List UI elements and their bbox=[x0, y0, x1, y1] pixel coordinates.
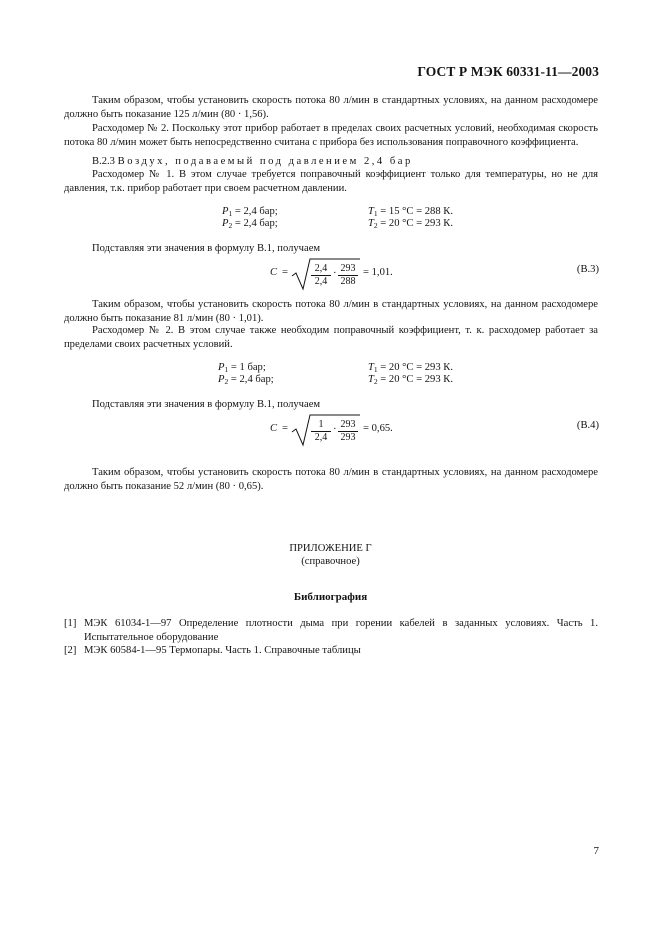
paragraph: Таким образом, чтобы установить скорость потока 80 л/мин в стандартных условиях, на данном расходомере должно быть показание 52 л/мин (80 · 0,65). bbox=[64, 467, 598, 493]
formula-equals: = bbox=[282, 423, 288, 434]
paragraph: Таким образом, чтобы установить скорость потока 80 л/мин в стандартных условиях, на данном расходомере должно быть показание 81 л/мин (80 · 1,01). bbox=[64, 299, 598, 325]
fraction: $\frac{293}{288}$ bbox=[338, 263, 358, 288]
equation-number: (В.4) bbox=[576, 420, 599, 431]
fraction: $\frac{1}{2,4}$ bbox=[311, 419, 331, 444]
paragraph: Подставляя эти значения в формулу В.1, получаем bbox=[92, 243, 321, 254]
section-number: В.2.3 bbox=[92, 156, 115, 167]
formula-lhs: C bbox=[270, 423, 278, 434]
fraction: $\frac{293}{293}$ bbox=[338, 419, 358, 444]
appendix-subtitle: (справочное) bbox=[301, 556, 360, 567]
formula-b4 bbox=[270, 412, 430, 448]
paragraph: Расходомер № 1. В этом случае требуется поправочный коэффициент только для температуры, но не для давления, т.к. прибор работает при своем расчетном давлении. bbox=[64, 169, 598, 195]
variable-p2: $P_2 = 2,4$ бар; bbox=[222, 218, 278, 230]
bibliography-item-text: МЭК 61034-1—97 Определение плотности дыма при горении кабелей в заданных условиях. Часть 1. Испытательное оборудование bbox=[84, 618, 598, 643]
formula-result: = 0,65. bbox=[363, 423, 393, 434]
fraction: $\frac{2,4}{2,4}$ bbox=[311, 263, 331, 288]
section-title: Воздух, подаваемый под давлением 2,4 бар bbox=[117, 156, 413, 167]
document-code-header: ГОСТ Р МЭК 60331-11—2003 bbox=[417, 64, 599, 79]
variable-p2: $P_2 = 2,4$ бар; bbox=[218, 374, 274, 386]
bibliography-item bbox=[64, 617, 598, 644]
bibliography-item-text: МЭК 60584-1—95 Термопары. Часть 1. Справочные таблицы bbox=[84, 645, 361, 656]
bibliography-item bbox=[64, 644, 598, 658]
paragraph: Расходомер № 2. В этом случае также необходим поправочный коэффициент, т. к. расходомер работает за пределами своих расчетных условий. bbox=[64, 325, 598, 351]
paragraph: Расходомер № 2. Поскольку этот прибор работает в пределах своих расчетных условий, необходимая скорость потока 80 л/мин может быть непосредственно считана с прибора без использования поправочного коэффициента. bbox=[64, 123, 598, 149]
formula-dot: · bbox=[333, 424, 337, 435]
formula-dot: · bbox=[333, 268, 337, 279]
bibliography-list bbox=[64, 617, 598, 658]
variable-p1: $P_1 = 1$ бар; bbox=[218, 362, 266, 374]
variable-t1: $T_1 = 15$ °С = 288 К. bbox=[368, 206, 453, 218]
bibliography-item-number: [1] bbox=[64, 618, 77, 629]
paragraph: Подставляя эти значения в формулу В.1, получаем bbox=[92, 399, 321, 410]
variable-t1: $T_1 = 20$ °С = 293 К. bbox=[368, 362, 453, 374]
formula-equals: = bbox=[282, 267, 288, 278]
page-number: 7 bbox=[593, 845, 599, 857]
variable-p1: $P_1 = 2,4$ бар; bbox=[222, 206, 278, 218]
variable-t2: $T_2 = 20$ °С = 293 К. bbox=[368, 374, 453, 386]
formula-b3 bbox=[270, 256, 430, 292]
bibliography-title: Библиография bbox=[293, 591, 368, 603]
formula-result: = 1,01. bbox=[363, 267, 393, 278]
paragraph: Таким образом, чтобы установить скорость потока 80 л/мин в стандартных условиях, на данном расходомере должно быть показание 125 л/мин (80 · 1,56). bbox=[64, 95, 598, 121]
appendix-title: ПРИЛОЖЕНИЕ Г bbox=[289, 543, 372, 554]
variable-t2: $T_2 = 20$ °С = 293 К. bbox=[368, 218, 453, 230]
bibliography-item-number: [2] bbox=[64, 645, 77, 656]
equation-number: (В.3) bbox=[576, 264, 599, 275]
formula-lhs: C bbox=[270, 267, 278, 278]
